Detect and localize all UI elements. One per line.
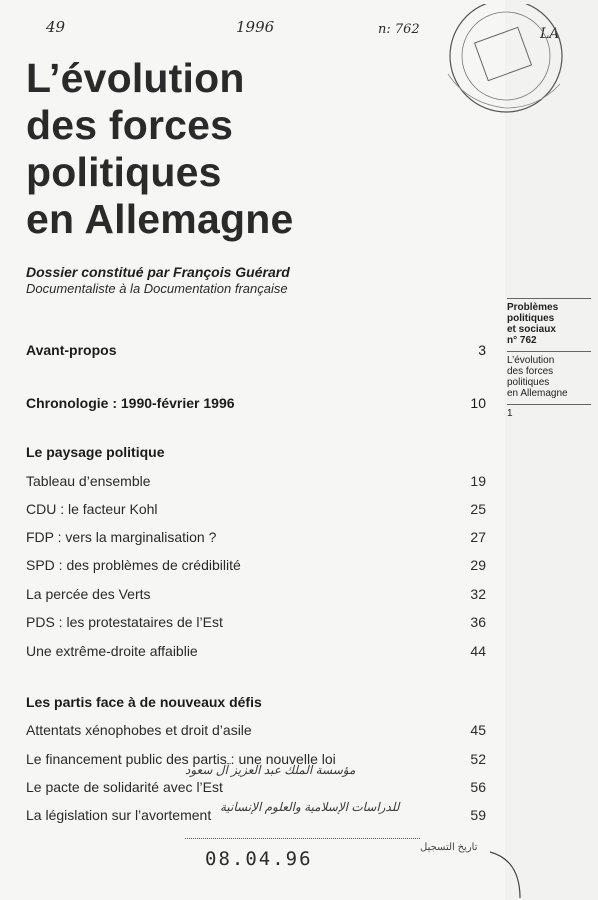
toc-label: SPD : des problèmes de crédibilité — [26, 557, 241, 573]
handwritten-corner: LA — [540, 26, 560, 42]
toc-page: 52 — [470, 751, 486, 767]
toc-label: Le financement public des partis : une nouvelle loi — [26, 751, 336, 767]
author-role: Documentaliste à la Documentation française — [26, 281, 288, 296]
right-margin-band — [505, 0, 598, 900]
sidebar-title-line: politiques — [507, 377, 550, 388]
toc-entry[interactable] — [26, 779, 486, 795]
series-sidebar — [507, 298, 591, 419]
toc-entry-chronologie[interactable] — [26, 395, 486, 411]
toc-page: 56 — [470, 779, 486, 795]
toc-entry[interactable] — [26, 501, 486, 517]
toc-page: 36 — [470, 614, 486, 630]
toc-page: 45 — [470, 722, 486, 738]
toc-page: 27 — [470, 529, 486, 545]
dossier-author: Dossier constitué par François Guérard — [26, 264, 290, 280]
toc-label: Le pacte de solidarité avec l’Est — [26, 779, 223, 795]
sidebar-divider — [507, 351, 591, 352]
handwritten-number: 49 — [46, 18, 66, 36]
toc-entry[interactable] — [26, 557, 486, 573]
sidebar-title-line: L’évolution — [507, 355, 555, 366]
stamp-arabic-line: للدراسات الإسلامية والعلوم الإنسانية — [220, 800, 400, 814]
title-line: L’évolution — [26, 55, 245, 101]
toc-entry[interactable] — [26, 529, 486, 545]
toc-label: La législation sur l’avortement — [26, 807, 212, 823]
sidebar-title-line: en Allemagne — [507, 388, 568, 399]
toc-label: Une extrême-droite affaiblie — [26, 643, 198, 659]
toc-label: Avant-propos — [26, 342, 117, 358]
sidebar-divider — [507, 298, 591, 299]
toc-page: 19 — [470, 473, 486, 489]
title-line: en Allemagne — [26, 196, 294, 242]
toc-page: 10 — [470, 395, 486, 411]
toc-entry[interactable] — [26, 614, 486, 630]
toc-label: CDU : le facteur Kohl — [26, 501, 158, 517]
handwritten-issue: n: 762 — [378, 22, 420, 37]
sidebar-page-number: 1 — [507, 408, 513, 419]
series-number: n° 762 — [507, 335, 537, 346]
series-name-line: Problèmes — [507, 302, 559, 313]
series-name-line: politiques — [507, 313, 555, 324]
title-line: des forces — [26, 102, 234, 148]
stamp-dotted-line — [185, 838, 420, 839]
toc-entry[interactable] — [26, 722, 486, 738]
title-line: politiques — [26, 149, 222, 195]
sidebar-divider — [507, 404, 591, 405]
sidebar-title-line: des forces — [507, 366, 554, 377]
toc-label: Attentats xénophobes et droit d’asile — [26, 722, 252, 738]
toc-label: La percée des Verts — [26, 586, 151, 602]
section-heading-paysage: Le paysage politique — [26, 444, 165, 460]
toc-page: 32 — [470, 586, 486, 602]
toc-page: 3 — [478, 342, 486, 358]
page-curl-mark — [480, 850, 598, 900]
section-heading-defis: Les partis face à de nouveaux défis — [26, 694, 262, 710]
toc-label: Chronologie : 1990-février 1996 — [26, 395, 235, 411]
handwritten-year: 1996 — [236, 18, 275, 36]
registration-label: تاريخ التسجيل — [420, 842, 478, 853]
series-name-line: et sociaux — [507, 324, 556, 335]
toc-label: FDP : vers la marginalisation ? — [26, 529, 217, 545]
toc-label: Tableau d’ensemble — [26, 473, 151, 489]
toc-page: 29 — [470, 557, 486, 573]
toc-label: PDS : les protestataires de l’Est — [26, 614, 223, 630]
toc-entry[interactable] — [26, 473, 486, 489]
document-title — [26, 55, 293, 243]
toc-page: 59 — [470, 807, 486, 823]
toc-entry[interactable] — [26, 586, 486, 602]
registration-date: 08.04.96 — [205, 848, 313, 870]
library-round-stamp — [428, 4, 574, 116]
toc-page: 44 — [470, 643, 486, 659]
stamp-arabic-line: مؤسسة الملك عبد العزيز آل سعود — [185, 763, 356, 777]
toc-page: 25 — [470, 501, 486, 517]
toc-entry[interactable] — [26, 643, 486, 659]
toc-entry-avant-propos[interactable] — [26, 342, 486, 358]
